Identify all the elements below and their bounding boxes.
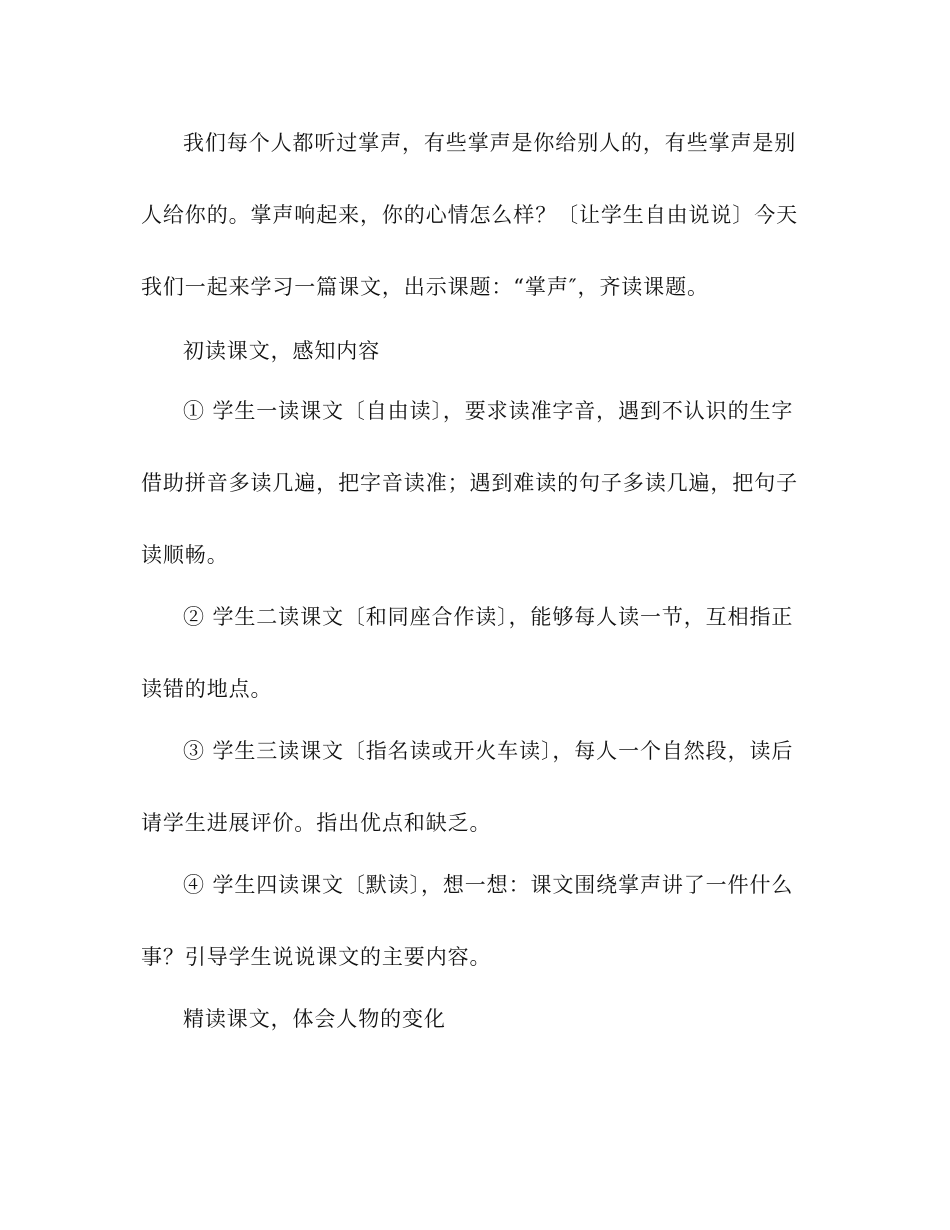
step-3-line-2: 请学生进展评价。指出优点和缺乏。 <box>141 811 492 835</box>
paragraph-intro-line-2: 人给你的。掌声响起来，你的心情怎么样？〔让学生自由说说〕今天 <box>141 203 798 227</box>
step-1-line-1: ① 学生一读课文〔自由读〕，要求读准字音，遇到不认识的生字 <box>183 399 794 423</box>
step-3-line-1: ③ 学生三读课文〔指名读或开火车读〕，每人一个自然段，读后 <box>183 739 794 763</box>
step-2-line-1: ② 学生二读课文〔和同座合作读〕，能够每人读一节，互相指正 <box>183 605 794 629</box>
paragraph-intro-line-3: 我们一起来学习一篇课文，出示课题：“掌声″，齐读课题。 <box>141 275 709 299</box>
section-heading-close-reading: 精读课文，体会人物的变化 <box>183 1007 446 1031</box>
paragraph-intro-line-1: 我们每个人都听过掌声，有些掌声是你给别人的，有些掌声是别 <box>183 131 797 155</box>
step-2-line-2: 读错的地点。 <box>141 677 273 701</box>
step-4-line-2: 事？引导学生说说课文的主要内容。 <box>141 945 492 969</box>
step-4-line-1: ④ 学生四读课文〔默读〕，想一想：课文围绕掌声讲了一件什么 <box>183 873 794 897</box>
step-1-line-3: 读顺畅。 <box>141 543 229 567</box>
step-1-line-2: 借助拼音多读几遍，把字音读准；遇到难读的句子多读几遍，把句子 <box>141 471 798 495</box>
section-heading-initial-reading: 初读课文，感知内容 <box>183 339 381 363</box>
